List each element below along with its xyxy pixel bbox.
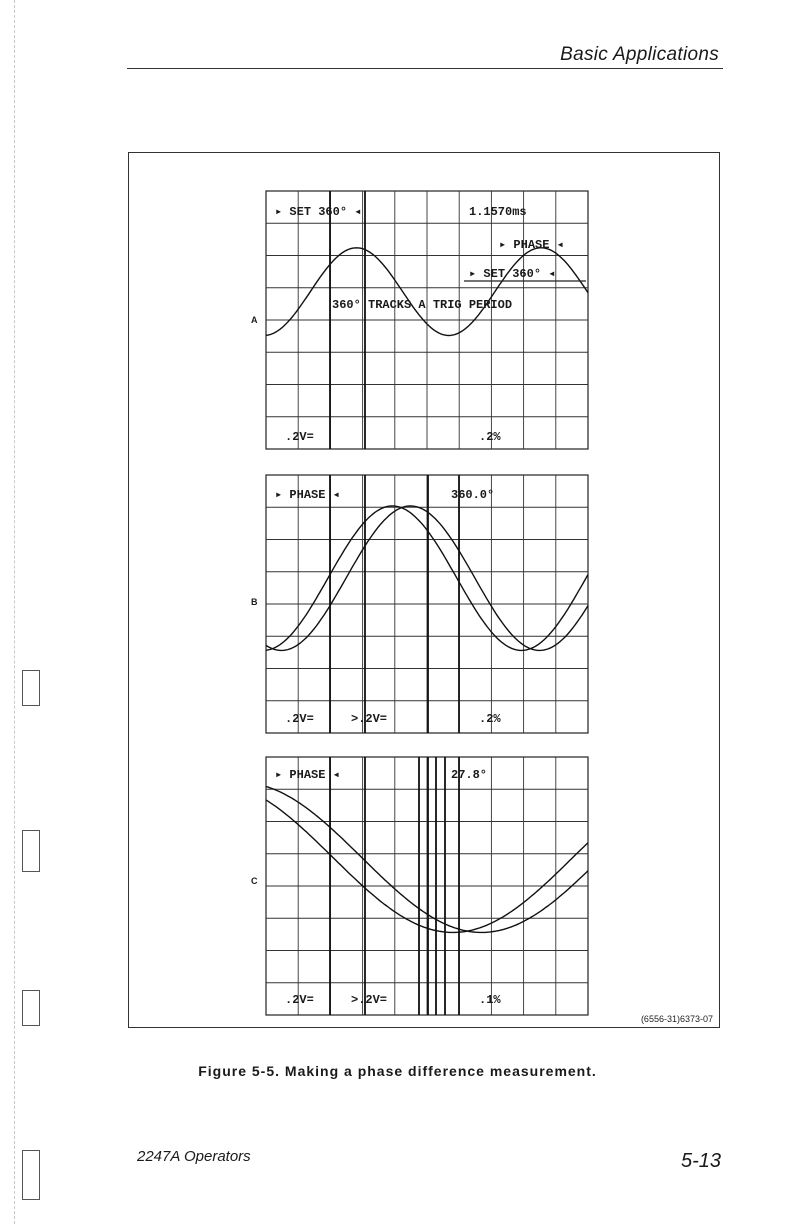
scope-panel-b — [251, 475, 588, 733]
figure-frame — [128, 152, 720, 1028]
scope-panel-a — [251, 191, 588, 449]
page-number: 5-13 — [680, 1150, 721, 1172]
panel-letter-c: C — [251, 876, 258, 886]
scope-time-scale: .1% — [479, 993, 501, 1007]
scope-readout-top-left: ▸ PHASE ◂ — [275, 488, 340, 502]
scan-edge-mark — [22, 990, 40, 1026]
scope-ch1-scale: .2V= — [285, 993, 314, 1007]
graticule-grid — [266, 475, 588, 733]
scope-note: 360° TRACKS A TRIG PERIOD — [332, 298, 513, 312]
scope-readout-top-right: 27.8° — [451, 768, 488, 782]
manual-title: 2247A Operators — [137, 1148, 251, 1165]
figure-caption: Figure 5-5. Making a phase difference measurement. — [198, 1063, 597, 1079]
panel-letter-b: B — [251, 597, 258, 607]
panel-letter-a: A — [251, 315, 258, 325]
graticule-grid — [266, 191, 588, 449]
scope-readout-mode: ▸ PHASE ◂ — [499, 238, 564, 252]
scope-readout-top-right: 360.0° — [451, 488, 495, 502]
scope-figure — [129, 153, 721, 1029]
scope-panel-c — [251, 757, 588, 1015]
scan-edge — [0, 0, 15, 1224]
scope-ch1-scale: .2V= — [285, 712, 314, 726]
header-rule — [127, 68, 723, 69]
scope-ch2-scale: >.2V= — [351, 993, 388, 1007]
scope-readout-set: ▸ SET 360° ◂ — [469, 267, 556, 281]
scope-time-scale: .2% — [479, 430, 501, 444]
scope-time-scale: .2% — [479, 712, 501, 726]
scope-readout-top-right: 1.1570ms — [469, 205, 527, 219]
graticule-grid — [266, 757, 588, 1015]
section-title: Basic Applications — [560, 44, 719, 65]
scan-edge-mark — [22, 1150, 40, 1200]
scan-edge-mark — [22, 830, 40, 872]
figure-reference: (6556-31)6373-07 — [640, 1014, 713, 1024]
scope-ch1-scale: .2V= — [285, 430, 314, 444]
scope-readout-top-left: ▸ PHASE ◂ — [275, 768, 340, 782]
scope-ch2-scale: >.2V= — [351, 712, 388, 726]
scan-edge-mark — [22, 670, 40, 706]
scope-readout-top-left: ▸ SET 360° ◂ — [275, 205, 362, 219]
